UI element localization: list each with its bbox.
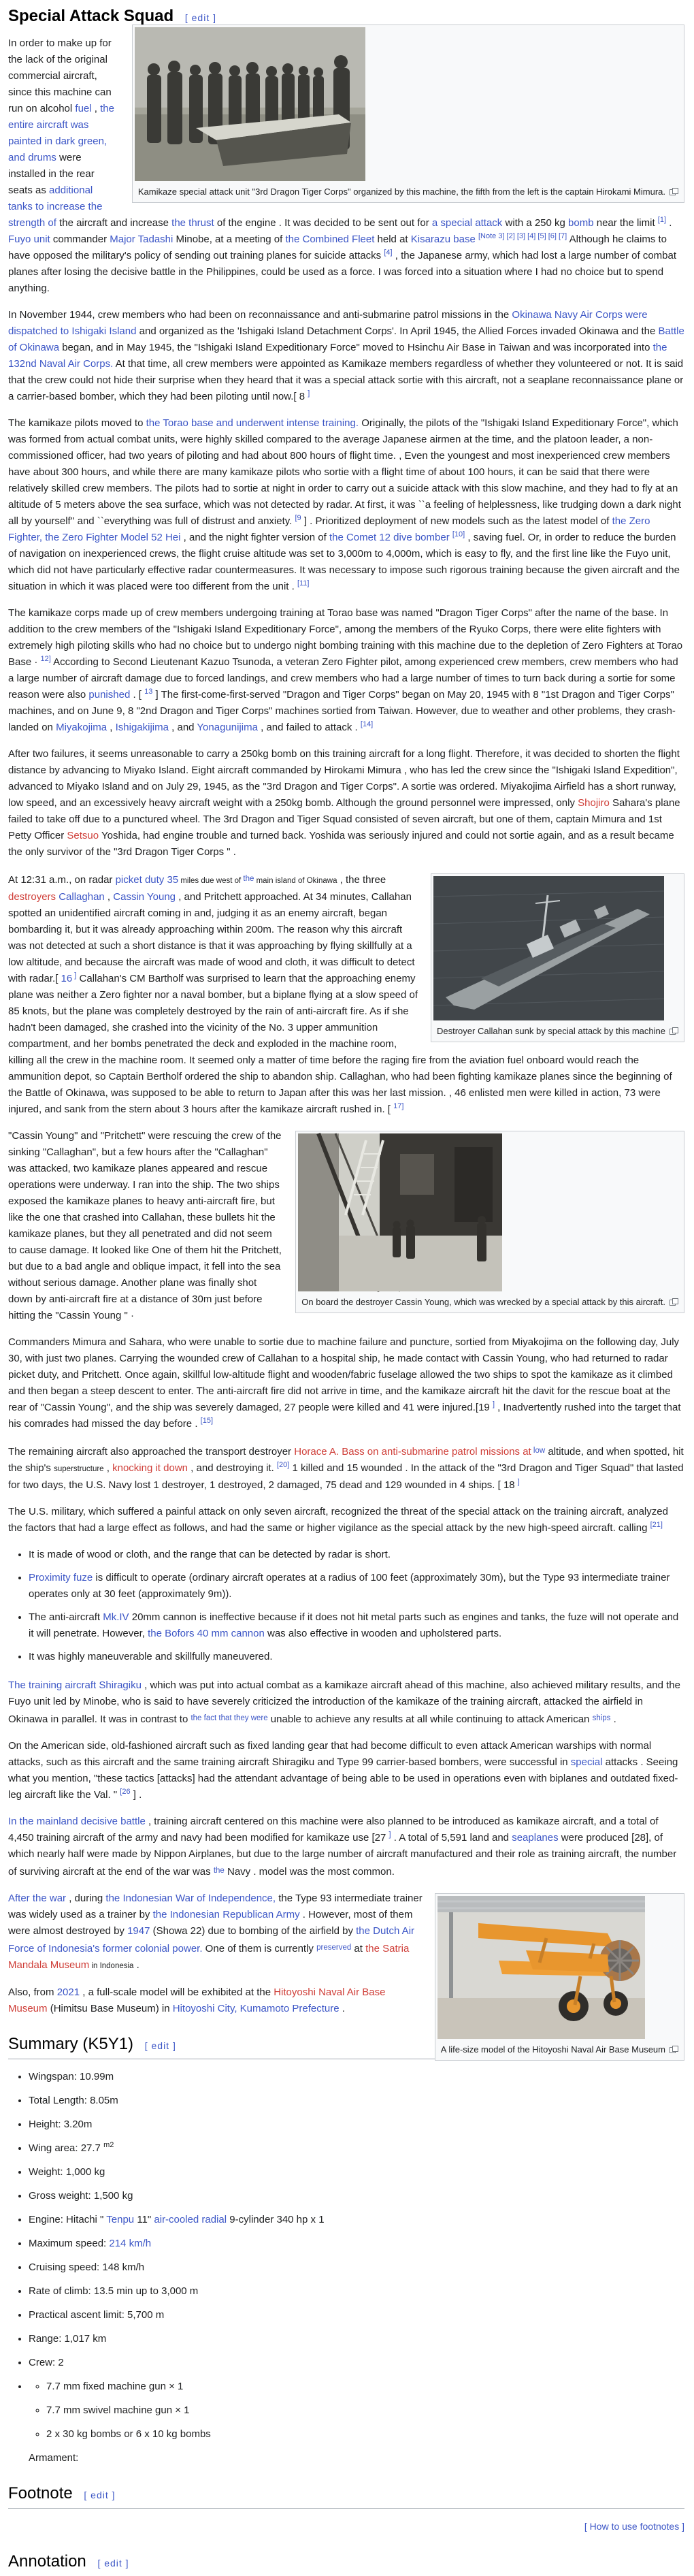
text-segment: (Showa 22) due to bombing of the airfield by xyxy=(150,1925,357,1937)
text-segment: Total Length: 8.05m xyxy=(29,2095,118,2106)
text-segment: of the engine . It was decided to be sent out for xyxy=(214,217,432,229)
text-segment: ] . Prioritized deployment of new models such as the latest model of xyxy=(301,515,612,527)
text-segment: In order to make up for the lack of the original commercial aircraft, since this machine can run on alcohol xyxy=(8,37,112,114)
magnify-icon[interactable] xyxy=(670,1026,678,1039)
inline-link[interactable]: the Zero Fighter, the Zero Fighter Model 52 Hei xyxy=(8,515,650,543)
inline-link[interactable]: ] xyxy=(72,971,77,980)
inline-link[interactable]: 16 xyxy=(61,973,73,984)
spec-item xyxy=(29,2355,684,2371)
figure-caption-text: Destroyer Callahan sunk by special attack by this machine xyxy=(437,1026,665,1036)
figure-destroyer-callahan xyxy=(431,873,684,1042)
text-segment: , the three xyxy=(337,874,386,886)
text-segment: ] . xyxy=(130,1789,142,1801)
armament-item: ◦ 2 x 30 kg bombs or 6 x 10 kg bombs xyxy=(46,2426,684,2443)
inline-link[interactable]: punished xyxy=(88,689,131,701)
inline-link[interactable]: additional tanks to increase the strength of xyxy=(8,184,103,229)
text-segment: unable to achieve any results at all while continuing to attack American xyxy=(267,1713,593,1725)
inline-link[interactable]: [10] xyxy=(452,530,465,538)
page-title-text: Special Attack Squad xyxy=(8,7,174,25)
text-segment: On the American side, old-fashioned aircraft such as fixed landing gear that had become difficult to even attack American warships with normal attacks, such as this aircraft and the same training aircraft Shiragiku and Type 99 carrier-based bombers, were successful in xyxy=(8,1740,652,1768)
inline-link[interactable]: ] xyxy=(308,389,310,398)
figure-caption xyxy=(433,1020,682,1040)
text-segment: Cruising speed: 148 km/h xyxy=(29,2261,145,2273)
text-segment: At 12:31 a.m., on radar xyxy=(8,874,116,886)
how-to-use-footnotes-link[interactable]: [ How to use footnotes ] xyxy=(584,2521,684,2532)
text-segment: , Inadvertently rushed into the target that his comrades had missed the day before . xyxy=(8,1402,681,1430)
figure-caption-text: On board the destroyer Cassin Young, which was wrecked by a special attack by this aircraft. xyxy=(301,1297,665,1307)
text-segment: The anti-aircraft xyxy=(29,1611,103,1623)
inline-link[interactable]: the Combined Fleet xyxy=(285,234,375,245)
magnify-icon[interactable] xyxy=(670,2044,678,2057)
paragraph xyxy=(8,1504,684,1536)
spec-item xyxy=(29,2259,684,2276)
inline-link[interactable]: the Indonesian Republican Army xyxy=(152,1909,300,1920)
inline-link[interactable]: [11] xyxy=(297,579,310,587)
text-segment: Weight: 1,000 kg xyxy=(29,2166,105,2178)
armament-item: ◦ 7.7 mm swivel machine gun × 1 xyxy=(46,2402,684,2419)
text-segment: with a 250 kg xyxy=(502,217,569,229)
list-item xyxy=(29,1547,684,1563)
inline-link[interactable]: [20] xyxy=(276,1461,290,1469)
figure-hitoyoshi-model xyxy=(435,1893,684,2061)
text-segment: and organized as the 'Ishigaki Island Detachment Corps'. In April 1945, the Allied Forces invaded Okinawa and the xyxy=(136,325,659,337)
inline-link[interactable]: ] xyxy=(492,1400,495,1408)
text-segment: 20mm cannon is ineffective because if it does not hit metal parts such as engines and tanks, the fuze will not operate and it will penetrate. However, xyxy=(29,1611,679,1639)
text-segment: , and xyxy=(168,722,197,733)
inline-link[interactable]: Mk.IV xyxy=(103,1611,129,1623)
inline-link[interactable]: the Comet 12 dive bomber xyxy=(329,532,450,543)
text-segment: Wingspan: 10.99m xyxy=(29,2071,114,2082)
paragraph xyxy=(8,605,684,736)
text-segment: in Indonesia xyxy=(89,1962,134,1970)
inline-link[interactable]: 12] xyxy=(40,655,51,663)
text-segment: , a full-scale model will be exhibited at the xyxy=(80,1986,274,1998)
inline-link[interactable]: 214 km/h xyxy=(109,2238,152,2249)
text-segment: . However, most of them were almost destroyed by xyxy=(8,1909,413,1937)
text-segment: It is made of wood or cloth, and the range that can be detected by radar is short. xyxy=(29,1549,391,1560)
inline-link[interactable]: [14] xyxy=(360,720,374,728)
text-segment: The U.S. military, which suffered a painful attack on only seven aircraft, recognized the threat of the special attack on the training aircraft, analyzed the factors that had a large effect as follows, and had the same or higher vigilance as the special attack by the new high-speed aircraft. calling xyxy=(8,1506,668,1534)
inline-link[interactable]: Cassin Young xyxy=(113,891,176,903)
edit-link[interactable]: [ edit ] xyxy=(84,2490,116,2500)
text-segment: Yoshida, had engine trouble and turned back. Yoshida was seriously injured and could not sortie again, and as a result became the only survivor of the "3rd Dragon Tiger Corps " . xyxy=(8,830,674,858)
inline-link[interactable]: Ishigaki Island xyxy=(71,325,137,337)
inline-link[interactable]: Battle of Okinawa xyxy=(8,325,684,353)
text-segment: Also, from xyxy=(8,1986,57,1998)
text-segment: miles due west of xyxy=(178,877,244,885)
text-segment: , and the night fighter version of xyxy=(180,532,329,543)
inline-link[interactable]: seaplanes xyxy=(512,1832,559,1844)
text-segment: the Type 93 intermediate trainer was widely used as a trainer by xyxy=(8,1893,423,1920)
inline-link[interactable]: 17] xyxy=(393,1102,404,1110)
text-segment: , xyxy=(107,722,116,733)
text-segment: 9-cylinder 340 hp x 1 xyxy=(227,2214,325,2225)
inline-link[interactable]: Shojiro xyxy=(578,797,610,809)
inline-link[interactable]: Miyakojima xyxy=(56,722,108,733)
inline-link[interactable]: the thrust xyxy=(171,217,214,229)
text-segment: , during xyxy=(66,1893,106,1904)
footnote-heading-text: Footnote xyxy=(8,2484,73,2502)
inline-link[interactable]: the entire aircraft was painted in dark green, and drums xyxy=(8,103,114,163)
text-segment: Wing area: 27.7 xyxy=(29,2142,104,2154)
text-segment: The kamikaze pilots moved to xyxy=(8,417,146,429)
paragraph xyxy=(8,1443,684,1494)
destroyer-callahan-photo xyxy=(433,876,664,1020)
text-segment: At that time, all crew members were appointed as Kamikaze members regardless of whether they volunteered or not. It is said that the crew could not hide their surprise when they heard that it was a special attack sortie with this aircraft, not a seaplane reconnaissance plane or a carrier-based bomber, which they had been piloting until now.[ 8 xyxy=(8,358,684,402)
inline-link[interactable]: Yonagunijima xyxy=(197,722,258,733)
text-segment: , and failed to attack . xyxy=(257,722,361,733)
figure-caption xyxy=(298,1291,682,1310)
list-item xyxy=(29,1649,684,1665)
list-item xyxy=(29,1609,684,1642)
figure-caption xyxy=(135,181,682,200)
inline-link[interactable]: [Note 3] [2] [3] [4] [5] [6] [7] xyxy=(478,232,567,240)
spec-item xyxy=(29,2283,684,2300)
inline-link[interactable]: the xyxy=(213,1867,225,1875)
text-segment: commander xyxy=(50,234,110,245)
text-segment: The kamikaze corps made up of crew members undergoing training at Torao base was named "Dragon Tiger Corps" after the name of the base. In addition to the crew members of the "Ishigaki Island Expeditionary Force", among the members of the Ryuko Corps, there were elite fighters with extremely high piloting skills who had no choice but to undergo night bombing training with this machine due to the depletion of Zero Fighters at Torao Base · xyxy=(8,607,683,668)
inline-link[interactable]: [1] xyxy=(657,216,667,224)
text-segment: , xyxy=(104,891,114,903)
text-segment: , saving fuel. Or, in order to reduce the burden of navigation on inexperienced crews, the flight cruise altitude was set to 3,000m to 4,000m, which is easy to fly, and the first line like the Fuyo unit, which did not have particularly effective radar countermeasures. It was necessary to impose such rigorous training because the given aircraft and the situation in which it was placed were too different from the unit . xyxy=(8,532,680,592)
inline-link[interactable]: the Dutch Air Force of Indonesia's former colonial power. xyxy=(8,1925,415,1954)
text-segment: Sahara's plane failed to take off due to a punctured wheel. The 3rd Dragon and Tiger Squad consisted of seven aircraft, but one of them, captain Mimura and 1st Petty Officer xyxy=(8,797,680,841)
text-segment: near the limit xyxy=(593,217,658,229)
inline-link[interactable]: After the war xyxy=(8,1893,67,1904)
spec-item xyxy=(29,2331,684,2347)
inline-link[interactable]: [4] xyxy=(384,248,393,257)
text-segment: After two failures, it seems unreasonable to carry a 250kg bomb on this training aircraft for a long flight. Therefore, it was decided to shorten the flight distance by advancing to Miyako Island. Eight aircraft commanded by Hirokami Mimura , who has led the crew since the "Ishigaki Island Expedition", advanced to Miyako Island and on July 29, 1945, as the "3rd Dragon and Tiger Corps". A sortie was ordered. Miyakojima Airfield has a short runway, low speed, and an excessively heavy aircraft weight with a 250kg bomb. Although the ground personnel were impressed, only xyxy=(8,748,680,809)
text-segment: Crew: 2 xyxy=(29,2357,64,2368)
text-segment: One of them is currently xyxy=(202,1943,317,1954)
inline-link[interactable]: the 132nd Naval Air Corps. xyxy=(8,342,667,370)
spec-item xyxy=(29,2140,684,2157)
inline-link[interactable]: [9 xyxy=(295,514,301,522)
inline-link[interactable]: ] xyxy=(517,1478,520,1486)
text-segment: attacks . Seeing what you mention, "these tactics [attacks] had the attendant advantage of being able to be used in operations even with biplanes and outdated fixed-leg aircraft like the Val. " xyxy=(8,1756,678,1801)
spec-list xyxy=(8,2069,684,2466)
list-item xyxy=(29,1570,684,1603)
inline-link[interactable]: knocking it down xyxy=(112,1462,188,1474)
text-segment: were installed in the rear seats as xyxy=(8,152,95,196)
text-segment: . xyxy=(339,2003,345,2014)
inline-link[interactable]: the Indonesian War of Independence, xyxy=(105,1893,276,1904)
inline-link[interactable]: [26 xyxy=(120,1788,131,1796)
inline-link[interactable]: Fuyo unit xyxy=(8,234,50,245)
figure-caption xyxy=(437,2039,682,2058)
spec-item xyxy=(29,2116,684,2133)
text-segment: held at xyxy=(374,234,411,245)
text-segment: , and Pritchett approached. At 34 minutes, Callahan spotted an unidentified aircraft coming in and, judging it as an enemy aircraft, began bombarding it, but it was already approaching within 200m. The reason why this aircraft was not detected at such a short distance is that it was approaching by flying skillfully at a low altitude, and because the aircraft was made of wood and cloth, it was difficult to detect with radar.[ xyxy=(8,891,415,984)
text-segment: Height: 3.20m xyxy=(29,2119,93,2130)
text-segment: "Cassin Young" and "Pritchett" were rescuing the crew of the sinking "Callaghan", but a few hours after the "Callaghan" was attacked, two kamikaze planes appeared and rescue operations were underway. I ran into the ship. The two ships exposed the kamikaze planes to heavy anti-aircraft fire, but like the one that crashed into Callahan, these bullets hit the kamikaze planes, but they all penetrated and did not seem to cause damage. It looked like One of them hit the Pritchett, but due to a bad angle and oblique impact, it fell into the sea without serious damage. Another plane was finally shot down by anti-aircraft fire at a distance of 30m just before hitting the "Cassin Young " · xyxy=(8,1130,282,1321)
inline-link[interactable]: In the mainland decisive battle xyxy=(8,1816,146,1827)
text-segment: Originally, the pilots of the "Ishigaki Island Expeditionary Force", which was formed from actual combat units, were highly skilled compared to the average Japanese airmen at the time, and the platoon leader, a non-commissioned officer, had two years of piloting and had about 800 hours of flight time. , Even the youngest and most inexperienced crew members have about 300 hours, and while there are many kamikaze pilots who sortie with a flight time of about 100 hours, it can be said that there were relatively skilled crew members. The pilots had to sortie at night in order to carry out a suicide attack with this slow machine, and they had to fly at an altitude of 5 meters above the sea surface, which was not detected by radar. At first, it was ``a feeling of helplessness, like trudging down a dark night all by yourself'' and ``everything was full of distrust and anxiety. xyxy=(8,417,681,527)
text-segment: . [ xyxy=(130,689,145,701)
inline-link[interactable]: Setsuo xyxy=(67,830,99,841)
spec-item xyxy=(29,2093,684,2109)
inline-link[interactable]: The training aircraft Shiragiku xyxy=(8,1679,142,1691)
text-segment: , which was put into actual combat as a kamikaze aircraft ahead of this machine, also achieved military results, and the Fuyo unit led by Minobe, who is said to have severely criticized the introduction of the kamikaze of the training aircraft, attacked the airfield in Okinawa in parallel. It was in contrast to xyxy=(8,1679,680,1725)
inline-link[interactable]: Hitoyoshi City, Kumamoto Prefecture xyxy=(172,2003,340,2014)
text-segment: Practical ascent limit: 5,700 m xyxy=(29,2309,165,2321)
inline-link[interactable]: 1947 xyxy=(127,1925,150,1937)
figure-caption-text: Kamikaze special attack unit "3rd Dragon Tiger Corps" organized by this machine, the fifth from the left is the captain Hirokami Mimura. xyxy=(137,187,665,197)
text-segment: . A total of 5,591 land and xyxy=(391,1832,512,1844)
inline-link[interactable]: [15] xyxy=(200,1417,214,1425)
text-segment: the aircraft and increase xyxy=(56,217,172,229)
text-segment: Armament: xyxy=(29,2452,79,2464)
text-segment: Commanders Mimura and Sahara, who were unable to sortie due to machine failure and puncture, sortied from Miyakojima on the following day, July 30, with just two planes. Carrying the wounded crew of Callahan to a hospital ship, he made contact with Cassin Young, who had returned to radar picket duty, and Pritchett. Once again, skillful low-altitude flight and wooden/fabric fuselage allowed the two ships to spot the kamikaze as it climbed and then began a steep descent to enter. The anti-aircraft fire did not arrive in time, and the kamikaze aircraft hit the davit for the rescue boat at the rear of "Cassin Young", and the ship was severely damaged, 27 people were killed and 41 were injured.[19 xyxy=(8,1336,680,1413)
footnote-heading xyxy=(8,2484,684,2509)
paragraph xyxy=(8,1738,684,1803)
inline-link[interactable]: Okinawa Navy Air Corps were dispatched to xyxy=(8,309,648,337)
analysis-bullet-list xyxy=(8,1547,684,1665)
inline-link[interactable]: 13 xyxy=(144,688,153,696)
paragraph xyxy=(8,415,684,595)
text-segment: (Himitsu Base Museum) in xyxy=(47,2003,173,2014)
text-segment: Minobe, at a meeting of xyxy=(173,234,286,245)
figure-kamikaze-unit xyxy=(132,25,684,203)
paragraph xyxy=(8,1334,684,1432)
text-segment: Callahan's CM Bartholf was surprised to learn that the approaching enemy plane was neither a Zero fighter nor a naval bomber, but a biplane flying at a slow speed of 85 knots, but the plane was completely destroyed by the rain of anti-aircraft fire. As if she hadn't been damaged, she crashed into the vicinity of the No. 3 upper ammunition compartment, and her bombs penetrated the deck and exploded in the machine room, killing all the crew in the machine room. It seemed only a matter of time before the raging fire from the aviation fuel onboard would reach the ammunition depot, so Captain Bertholf ordered the ship to abandon ship. Callaghan, who had been fighting kamikaze planes since the beginning of the Battle of Okinawa, was supposed to be able to return to Japan after this was her last mission. , 46 enlisted men were killed in action, 73 were injured, and sank from the stern about 3 hours after the kamikaze aircraft rushed in. [ xyxy=(8,973,672,1115)
inline-link[interactable]: ] xyxy=(389,1831,391,1839)
inline-link[interactable]: bomb xyxy=(568,217,594,229)
magnify-icon[interactable] xyxy=(670,187,678,199)
inline-link[interactable]: air-cooled radial xyxy=(154,2214,227,2225)
text-segment: In November 1944, crew members who had been on reconnaissance and anti-submarine patrol missions in the xyxy=(8,309,512,321)
armament-item: ◦ • 7.7 mm fixed machine gun × 1 xyxy=(46,2379,684,2395)
magnify-icon[interactable] xyxy=(670,1297,678,1310)
text-segment: Although he claims to have opposed the military's policy of sending out training planes for suicide attacks xyxy=(8,234,667,261)
text-segment: . xyxy=(610,1713,616,1725)
text-segment: . xyxy=(133,1959,139,1971)
text-segment: m2 xyxy=(103,2141,114,2149)
text-segment: ] The first-come-first-served "Dragon and Tiger Corps" began on May 20, 1945 with 8 "1st Dragon and Tiger Corps" machines, and on June 9, 8 "2nd Dragon and Tiger Corps" machines sortied from Taiwan. However, due to weather and other problems, they crash-landed on xyxy=(8,689,676,733)
inline-link[interactable]: Callaghan xyxy=(59,891,105,903)
edit-link[interactable]: [ edit ] xyxy=(144,2040,176,2051)
text-segment: According to Second Lieutenant Kazuo Tsunoda, a veteran Zero Fighter pilot, among experienced crew members, crew members who had a large number of aircraft damage due to forced landings, and crew members who had a large number of times to turn back during a sortie for some reason were also xyxy=(8,656,678,701)
inline-link[interactable]: a special attack xyxy=(431,217,503,229)
hitoyoshi-model-photo xyxy=(437,1896,645,2039)
armament-sub-list xyxy=(29,2379,684,2443)
inline-link[interactable]: Tenpu xyxy=(106,2214,135,2225)
spec-item xyxy=(29,2379,684,2466)
text-segment: Gross weight: 1,500 kg xyxy=(29,2190,133,2202)
annotation-heading xyxy=(8,2552,684,2576)
text-segment: Range: 1,017 km xyxy=(29,2333,107,2345)
inline-link[interactable]: the fact that they were xyxy=(191,1714,268,1722)
inline-link[interactable]: destroyers xyxy=(8,891,56,903)
inline-link[interactable]: [21] xyxy=(650,1521,663,1529)
spec-item xyxy=(29,2212,684,2228)
spec-item xyxy=(29,2236,684,2252)
inline-link[interactable]: Ishigakijima xyxy=(115,722,169,733)
inline-link[interactable]: the xyxy=(243,875,254,883)
inline-link[interactable]: the Bofors 40 mm cannon xyxy=(148,1628,265,1639)
paragraph xyxy=(8,1814,684,1880)
paragraph xyxy=(8,307,684,405)
spec-item xyxy=(29,2069,684,2085)
inline-link[interactable]: the Satria Mandala Museum xyxy=(8,1943,410,1971)
inline-link[interactable]: preserved xyxy=(316,1944,352,1952)
text-segment: 1 killed and 15 wounded . In the attack of the "3rd Dragon and Tiger Squad" that lasted for two days, the U.S. Navy lost 1 destroyer, 1 destroyed, 2 damaged, 75 dead and 129 wounded in 4 ships. [ 18 xyxy=(8,1462,684,1491)
text-segment: . xyxy=(666,217,672,229)
inline-link[interactable]: Hitoyoshi Naval Air Base Museum xyxy=(8,1986,386,2014)
inline-link[interactable]: 2021 xyxy=(56,1986,80,1998)
text-segment: altitude, and when spotted, hit the ship's xyxy=(8,1446,684,1474)
paragraph xyxy=(8,746,684,860)
text-segment: , xyxy=(103,1462,113,1474)
summary-heading-text: Summary (K5Y1) xyxy=(8,2035,134,2053)
text-segment: Maximum speed: xyxy=(29,2238,110,2249)
edit-link[interactable]: [ edit ] xyxy=(184,12,216,23)
paragraph xyxy=(8,1677,684,1728)
figure-caption-text: A life-size model of the Hitoyoshi Naval Air Base Museum xyxy=(440,2044,665,2055)
inline-link[interactable]: Kisarazu base xyxy=(410,234,476,245)
text-segment: It was highly maneuverable and skillfully maneuvered. xyxy=(29,1651,273,1662)
inline-link[interactable]: the Torao base and underwent intense training. xyxy=(146,417,359,429)
inline-link[interactable]: Proximity fuze xyxy=(29,1572,93,1583)
spec-item xyxy=(29,2188,684,2204)
text-segment: at xyxy=(351,1943,366,1954)
text-segment: 11" xyxy=(134,2214,154,2225)
text-segment: , the Japanese army, which had lost a large number of combat planes after losing the decisive battle in the Philippines, could be used as a force. I was forced into a situation where I had no choice but to spend anything. xyxy=(8,250,677,294)
text-segment: The remaining aircraft also approached the transport destroyer xyxy=(8,1446,295,1458)
text-segment: were produced [28], of which nearly half were made by Nippon Airplanes, but due to the large number of aircraft manufactured and their role as training aircraft, the number of surviving aircraft at the end of the war was xyxy=(8,1832,677,1878)
text-segment: Engine: Hitachi " xyxy=(29,2214,107,2225)
spec-item xyxy=(29,2307,684,2323)
text-segment: , and destroying it. xyxy=(188,1462,277,1474)
text-segment: Rate of climb: 13.5 min up to 3,000 m xyxy=(29,2285,199,2297)
kamikaze-unit-photo xyxy=(135,27,365,181)
annotation-heading-text: Annotation xyxy=(8,2552,86,2571)
inline-link[interactable]: special xyxy=(570,1756,603,1768)
text-segment: is difficult to operate (ordinary aircraft operates at a radius of 100 feet (approximately 30m), but the Type 93 intermediate trainer operates only at 30 feet (approximately 9m)). xyxy=(29,1572,670,1600)
text-segment: Navy . model was the most common. xyxy=(224,1866,395,1878)
spec-item xyxy=(29,2164,684,2180)
inline-link[interactable]: low xyxy=(531,1447,546,1455)
text-segment: superstructure xyxy=(54,1465,104,1473)
text-segment: main island of Okinawa xyxy=(254,877,337,885)
inline-link[interactable]: Horace A. Bass on anti-submarine patrol missions at xyxy=(294,1446,531,1458)
text-segment: was also effective in wooden and upholstered parts. xyxy=(264,1628,502,1639)
text-segment: , training aircraft centered on this machine were also planned to be introduced as kamikaze aircraft, and a total of 4,450 training aircraft of the army and navy had been modified for kamikaze use [27 xyxy=(8,1816,659,1844)
inline-link[interactable]: Major Tadashi xyxy=(110,234,174,245)
edit-link[interactable]: [ edit ] xyxy=(97,2558,129,2569)
inline-link[interactable]: ships xyxy=(592,1714,611,1722)
figure-cassin-young xyxy=(295,1131,684,1313)
inline-link[interactable]: fuel xyxy=(75,103,92,114)
cassin-young-photo xyxy=(298,1133,502,1291)
text-segment: began, and in May 1945, the "Ishigaki Island Expeditionary Force" moved to Hsinchu Air Base in Taiwan and was incorporated into xyxy=(59,342,653,353)
text-segment: , xyxy=(91,103,101,114)
inline-link[interactable]: picket duty 35 xyxy=(115,874,179,886)
